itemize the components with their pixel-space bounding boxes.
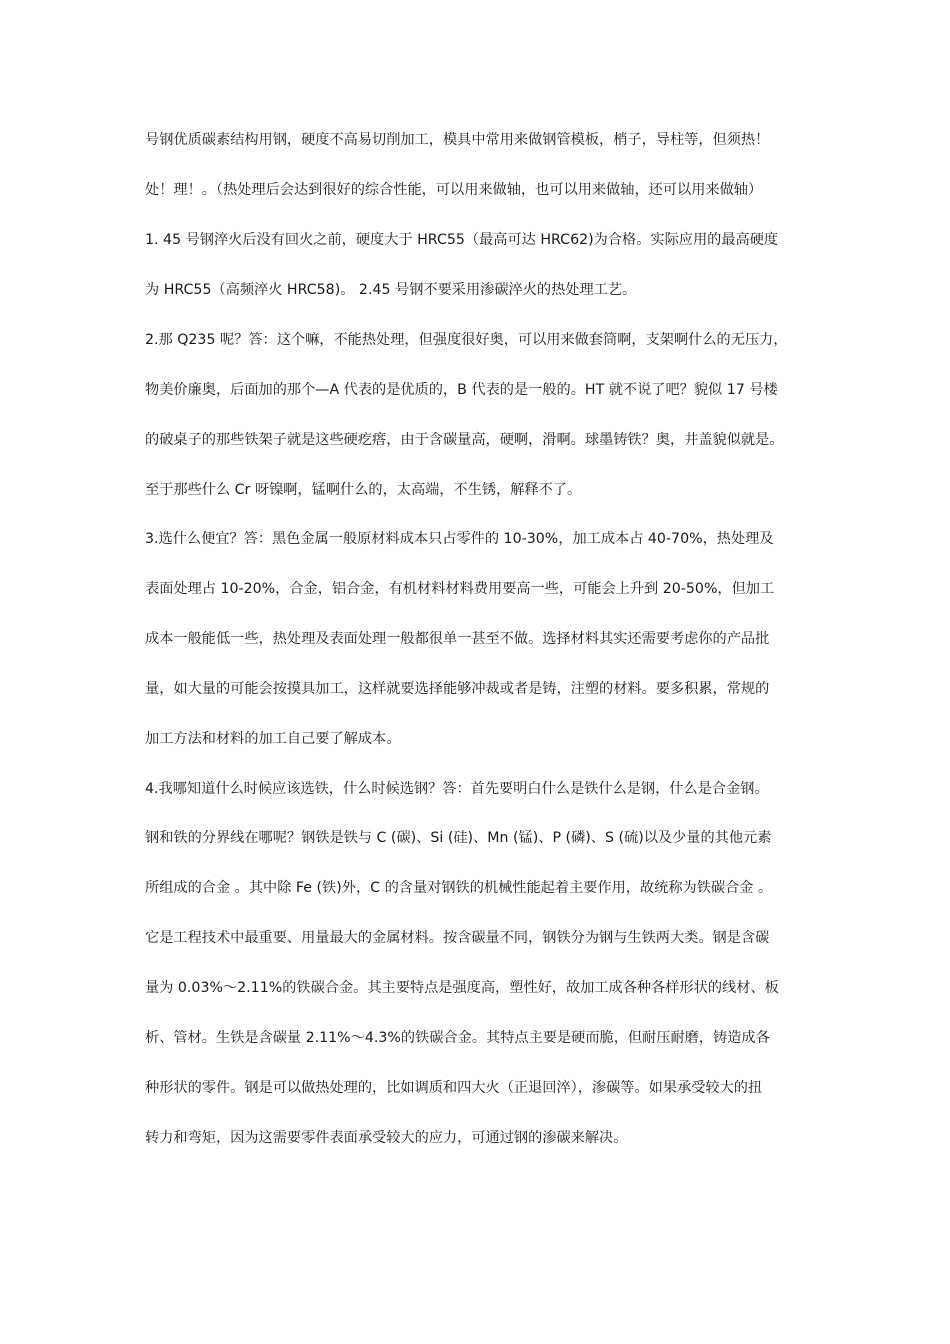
text-line: 加工方法和材料的加工自己要了解成本。 (145, 731, 401, 747)
text-line: 转力和弯矩，因为这需要零件表面承受较大的应力，可通过钢的渗碳来解决。 (145, 1130, 628, 1146)
text-line: 至于那些什么 Cr 呀镍啊，锰啊什么的，太高端，不生锈，解释不了。 (145, 482, 582, 498)
text-line: 处！理！。（热处理后会达到很好的综合性能，可以用来做轴，也可以用来做轴，还可以用来做轴） (145, 182, 763, 198)
text-line: 种形状的零件。钢是可以做热处理的，比如调质和四大火（正退回淬），渗碳等。如果承受较大的扭 (145, 1080, 763, 1096)
text-line: 的破桌子的那些铁架子就是这些硬疙瘩，由于含碳量高，硬啊，滑啊。球墨铸铁？奥，井盖貌似就是。 (145, 432, 784, 448)
text-line: 量为 0.03%～2.11%的铁碳合金。其主要特点是强度高，塑性好，故加工成各种各样形状的线材、板 (145, 980, 779, 996)
text-line: 成本一般能低一些，热处理及表面处理一般都很单一甚至不做。选择材料其实还需要考虑你的产品批 (145, 631, 770, 647)
text-line: 它是工程技术中最重要、用量最大的金属材料。按含碳量不同，钢铁分为钢与生铁两大类。钢是含碳 (145, 930, 770, 946)
text-line: 3.选什么便宜？答：黑色金属一般原材料成本只占零件的 10-30%，加工成本占 40-70%，热处理及 (145, 531, 774, 547)
text-line: 钢和铁的分界线在哪呢？钢铁是铁与 C (碳)、Si (硅)、Mn (锰)、P (磷)、S (硫)以及少量的其他元素 (145, 830, 772, 846)
text-line: 表面处理占 10-20%，合金，铝合金，有机材料材料费用要高一些，可能会上升到 20-50%，但加工 (145, 581, 775, 597)
text-line: 1. 45 号钢淬火后没有回火之前，硬度大于 HRC55（最高可达 HRC62)为合格。实际应用的最高硬度 (145, 232, 779, 248)
text-line: 量，如大量的可能会按摸具加工，这样就要选择能够冲裁或者是铸，注塑的材料。要多积累，常规的 (145, 681, 770, 697)
text-line: 2.那 Q235 呢？答：这个嘛，不能热处理，但强度很好奥，可以用来做套筒啊，支架啊什么的无压力， (145, 332, 788, 348)
text-line: 为 HRC55（高频淬火 HRC58)。 2.45 号钢不要采用渗碳淬火的热处理工艺。 (145, 282, 637, 298)
text-line: 4.我哪知道什么时候应该选铁，什么时候选钢？答：首先要明白什么是铁什么是钢，什么是合金钢。 (145, 781, 769, 797)
text-line: 析、管材。生铁是含碳量 2.11%～4.3%的铁碳合金。其特点主要是硬而脆，但耐压耐磨，铸造成各 (145, 1030, 770, 1046)
text-line: 所组成的合金 。其中除 Fe (铁)外，C 的含量对钢铁的机械性能起着主要作用，故统称为铁碳合金 。 (145, 880, 773, 896)
text-line: 物美价廉奥，后面加的那个—A 代表的是优质的，B 代表的是一般的。HT 就不说了吧？貌似 17 号楼 (145, 382, 778, 398)
text-line: 号钢优质碳素结构用钢，硬度不高易切削加工，模具中常用来做钢管模板，梢子，导柱等，但须热！ (145, 132, 770, 148)
